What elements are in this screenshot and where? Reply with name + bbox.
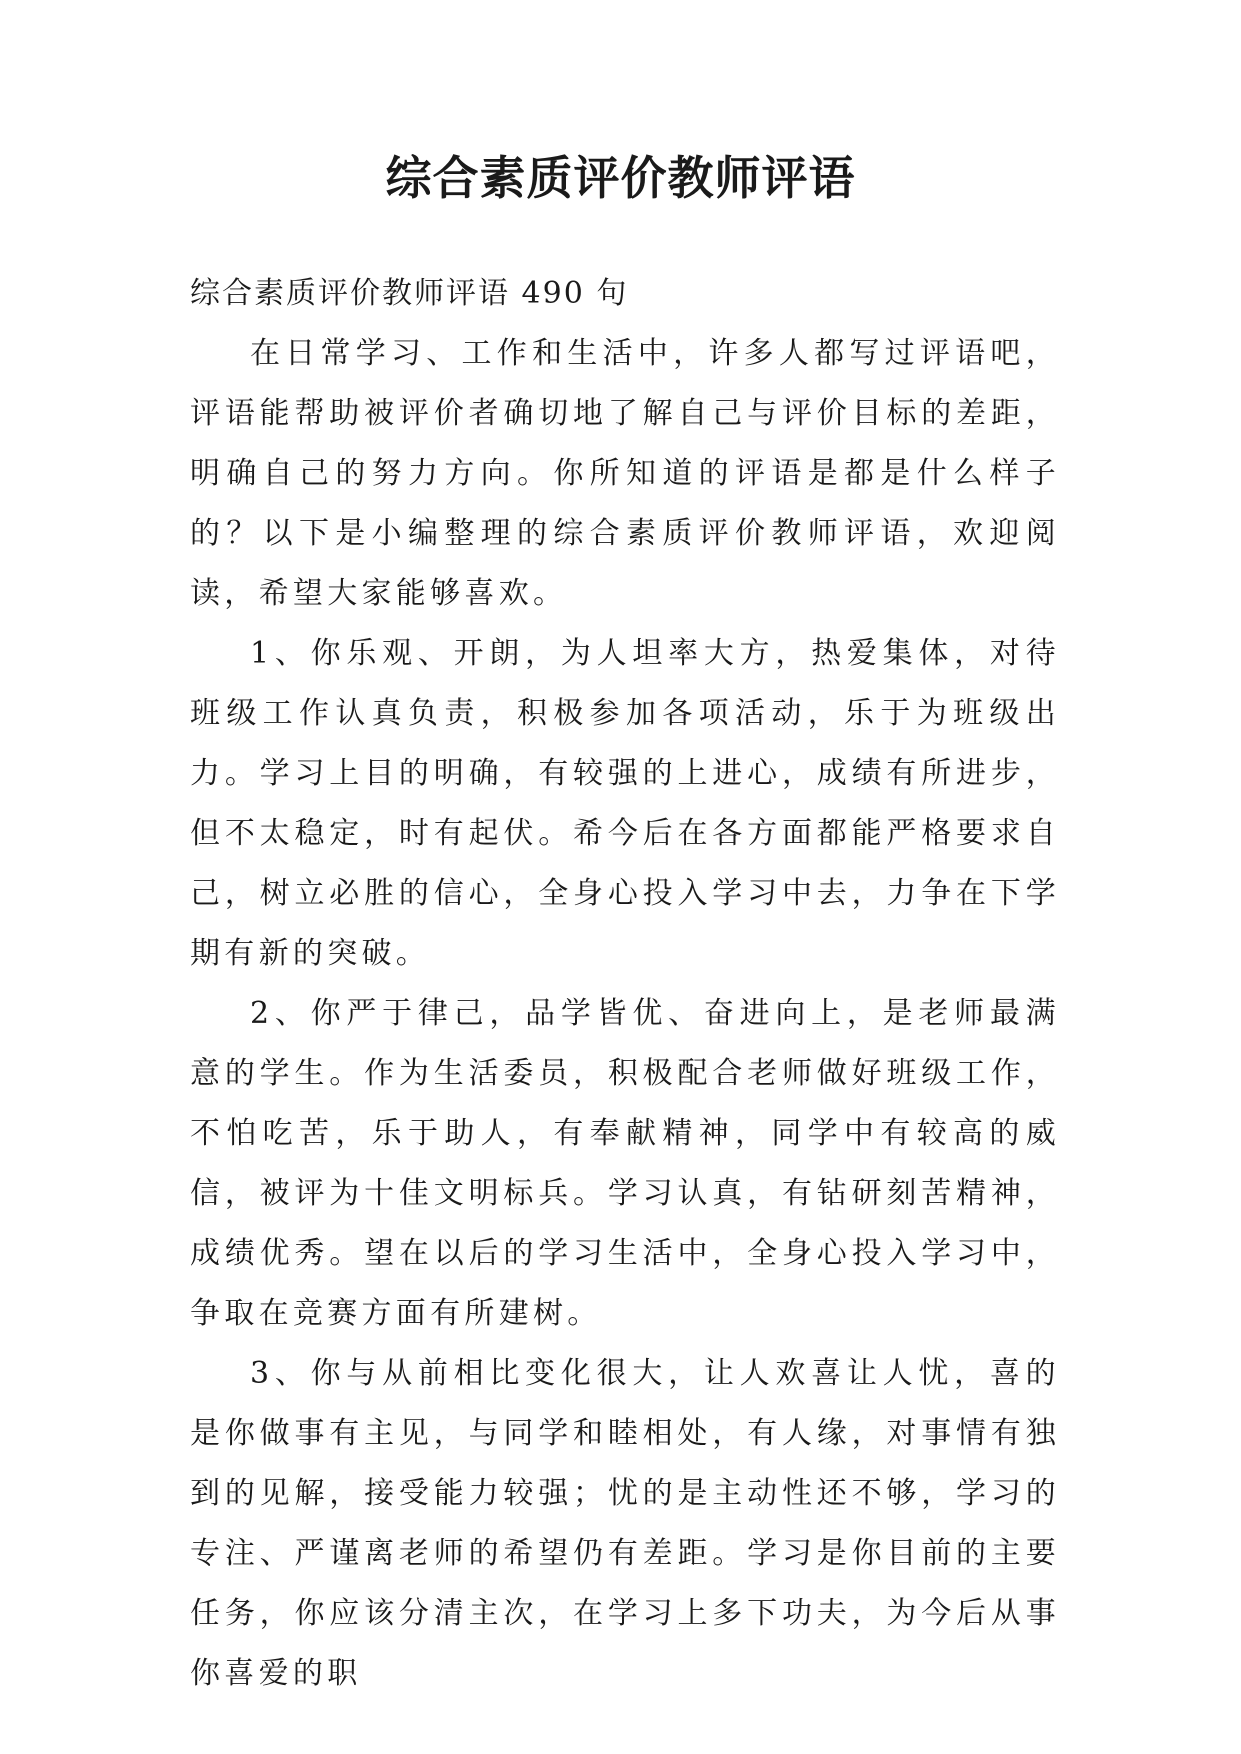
document-title: 综合素质评价教师评语 <box>385 151 856 205</box>
document-subtitle: 综合素质评价教师评语 490 句 <box>190 276 629 311</box>
comment-paragraph-1: 1、你乐观、开朗，为人坦率大方，热爱集体，对待班级工作认真负责，积极参加各项活动，乐于为班级出力。学习上目的明确，有较强的上进心，成绩有所进步，但不太稳定，时有起伏。希今后在各方面都能严格要求自己，树立必胜的信心，全身心投入学习中去，力争在下学期有新的突破。 <box>190 636 1060 971</box>
comment-paragraph-3: 3、你与从前相比变化很大，让人欢喜让人忧，喜的是你做事有主见，与同学和睦相处，有人缘，对事情有独到的见解，接受能力较强；忧的是主动性还不够，学习的专注、严谨离老师的希望仍有差距。学习是你目前的主要任务，你应该分清主次，在学习上多下功夫，为今后从事你喜爱的职 <box>190 1356 1060 1691</box>
document-body <box>190 264 1060 1704</box>
comment-paragraph-2: 2、你严于律己，品学皆优、奋进向上，是老师最满意的学生。作为生活委员，积极配合老师做好班级工作，不怕吃苦，乐于助人，有奉献精神，同学中有较高的威信，被评为十佳文明标兵。学习认真，有钻研刻苦精神，成绩优秀。望在以后的学习生活中，全身心投入学习中，争取在竞赛方面有所建树。 <box>190 996 1060 1331</box>
intro-paragraph: 在日常学习、工作和生活中，许多人都写过评语吧，评语能帮助被评价者确切地了解自己与评价目标的差距，明确自己的努力方向。你所知道的评语是都是什么样子的？以下是小编整理的综合素质评价教师评语，欢迎阅读，希望大家能够喜欢。 <box>190 336 1060 611</box>
